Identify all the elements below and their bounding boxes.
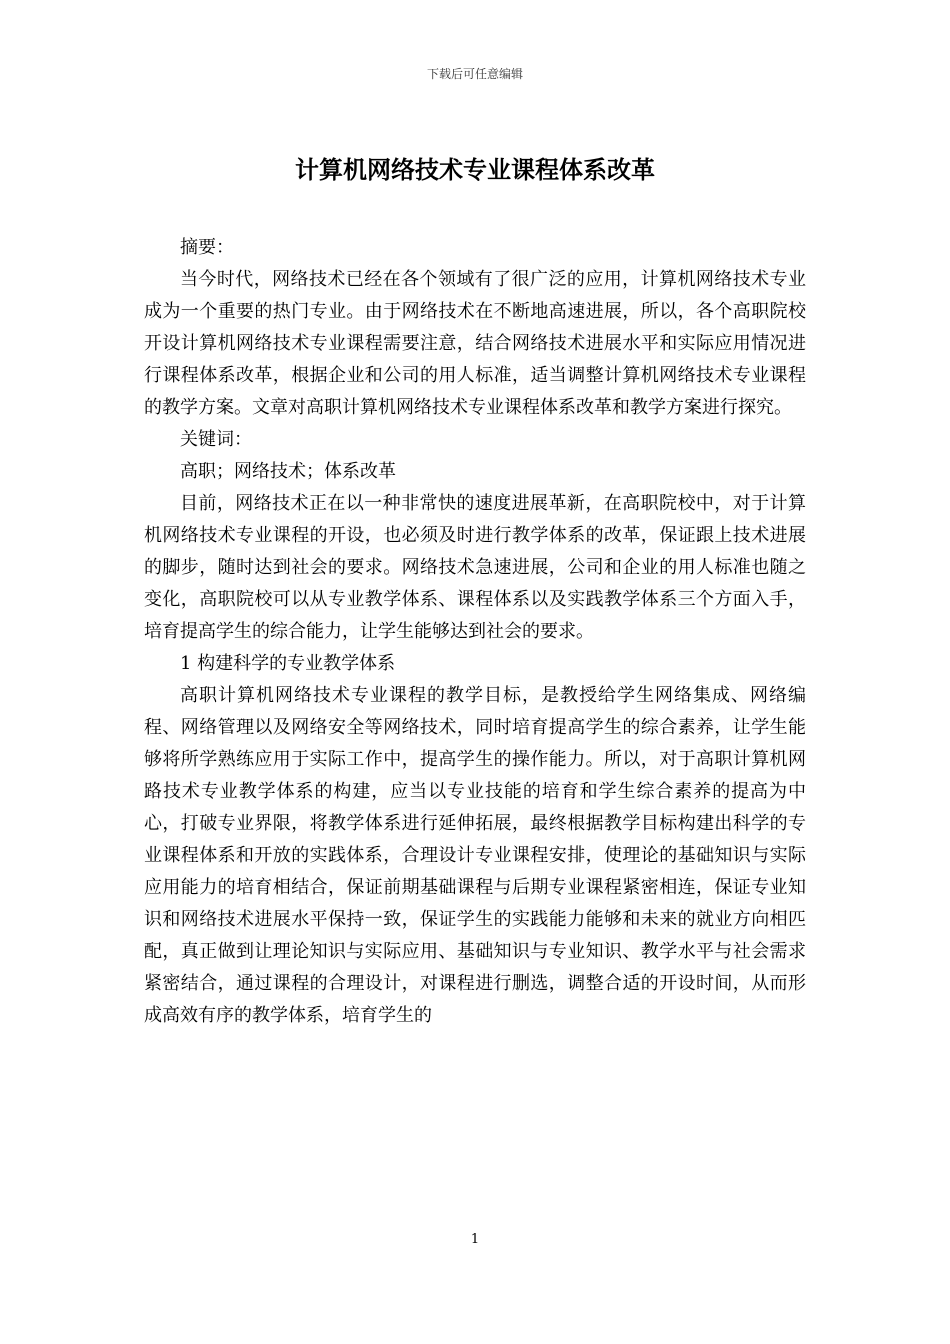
abstract-paragraph: 当今时代，网络技术已经在各个领域有了很广泛的应用，计算机网络技术专业成为一个重要的热门专业。由于网络技术在不断地高速进展，所以，各个高职院校开设计算机网络技术专业课程需要注意，结合网络技术进展水平和实际应用情况进行课程体系改革，根据企业和公司的用人标准，适当调整计算机网络技术专业课程的教学方案。文章对高职计算机网络技术专业课程体系改革和教学方案进行探究。 bbox=[144, 269, 806, 418]
keywords-heading: 关键词： bbox=[180, 429, 252, 450]
section-heading-1: 1 构建科学的专业教学体系 bbox=[180, 653, 396, 674]
document-body bbox=[144, 232, 806, 1032]
abstract-heading: 摘要： bbox=[180, 237, 234, 258]
keywords-list: 高职；网络技术；体系改革 bbox=[180, 461, 396, 482]
intro-paragraph: 目前，网络技术正在以一种非常快的速度进展革新，在高职院校中，对于计算机网络技术专业课程的开设，也必须及时进行教学体系的改革，保证跟上技术进展的脚步，随时达到社会的要求。网络技术急速进展，公司和企业的用人标准也随之变化，高职院校可以从专业教学体系、课程体系以及实践教学体系三个方面入手，培育提高学生的综合能力，让学生能够达到社会的要求。 bbox=[144, 493, 806, 642]
section-1-paragraph: 高职计算机网络技术专业课程的教学目标，是教授给学生网络集成、网络编程、网络管理以及网络安全等网络技术，同时培育提高学生的综合素养，让学生能够将所学熟练应用于实际工作中，提高学生的操作能力。所以，对于高职计算机网路技术专业教学体系的构建，应当以专业技能的培育和学生综合素养的提高为中心，打破专业界限，将教学体系进行延伸拓展，最终根据教学目标构建出科学的专业课程体系和开放的实践体系，合理设计专业课程安排，使理论的基础知识与实际应用能力的培育相结合，保证前期基础课程与后期专业课程紧密相连，保证专业知识和网络技术进展水平保持一致，保证学生的实践能力能够和未来的就业方向相匹配，真正做到让理论知识与实际应用、基础知识与专业知识、教学水平与社会需求紧密结合，通过课程的合理设计，对课程进行删选，调整合适的开设时间，从而形成高效有序的教学体系，培育学生的 bbox=[144, 685, 806, 1026]
page-header: 下载后可任意编辑 bbox=[426, 67, 523, 81]
page-number: 1 bbox=[470, 1232, 480, 1247]
document-title: 计算机网络技术专业课程体系改革 bbox=[295, 156, 655, 184]
